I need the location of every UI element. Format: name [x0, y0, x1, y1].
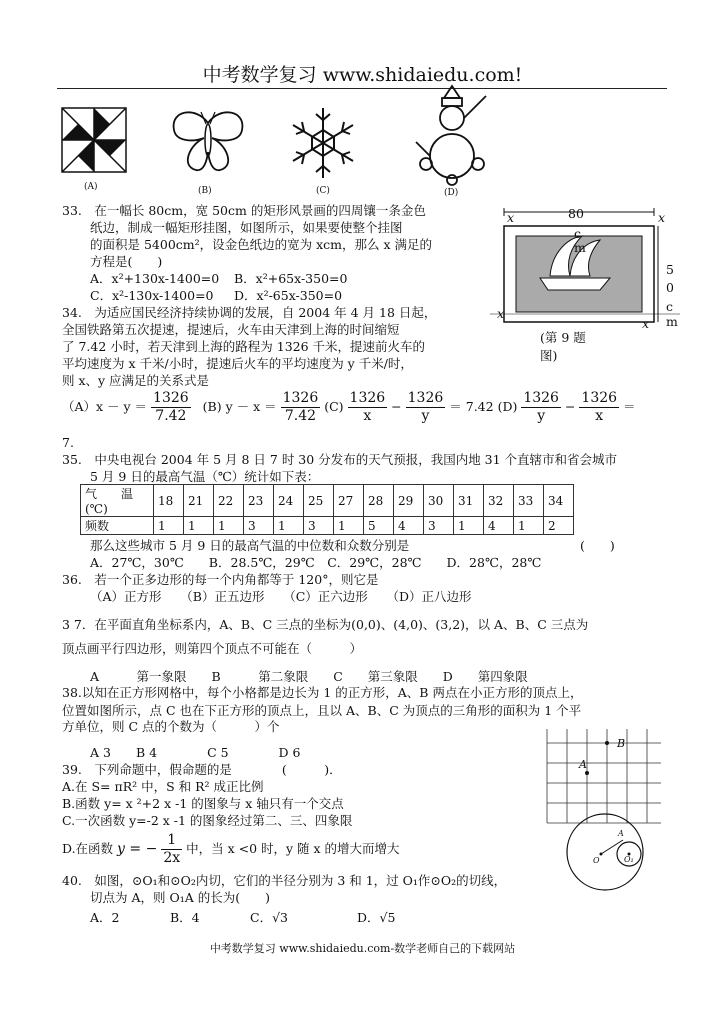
q38-line2: 位置如图所示，点 C 也在下正方形的顶点上，且以 A、B、C 为顶点的三角形的面积为 1 个平: [62, 703, 582, 718]
table-cell: 24: [274, 485, 304, 517]
table-cell: 23: [244, 485, 274, 517]
table-cell: 4: [484, 517, 514, 535]
q37-options: A 第一象限 B 第二象限 C 第三象限 D 第四象限: [90, 669, 528, 684]
pinwheel-figure: [60, 106, 130, 178]
q34-option-c-eq: ＝ 7.42: [449, 399, 494, 414]
q38-options: A 3 B 4 C 5 D 6: [90, 745, 301, 760]
table-cell: 2: [544, 517, 574, 535]
q33-line1: 33. 在一幅长 80cm，宽 50cm 的矩形风景画的四周镶一条金色: [62, 203, 426, 218]
table-cell: 1: [454, 517, 484, 535]
q34-tail: 7.: [62, 435, 74, 450]
frame-x-left: x: [507, 210, 515, 225]
butterfly-figure: [168, 108, 248, 178]
q34-line4: 平均速度为 x 千米/小时，提速后火车的平均速度为 y 千米/时，: [62, 356, 413, 371]
q34-option-d-minus: −: [564, 399, 576, 414]
table-cell: 5: [364, 517, 394, 535]
q39-option-b: B.函数 y= x ²+2 x -1 的图象与 x 轴只有一个交点: [62, 796, 344, 811]
q38-line1: 38.以知在正方形网格中，每个小格都是边长为 1 的正方形，A、B 两点在小正方形的顶点上，: [62, 685, 583, 700]
table-cell: 1: [274, 517, 304, 535]
q40-option-d: D．√5: [357, 910, 396, 925]
frame-width-unit-c: c: [666, 299, 674, 314]
page-footer: 中考数学复习 www.shidaiedu.com-数学老师自己的下载网站: [209, 942, 516, 955]
frame-width-digit1: 5: [666, 262, 674, 277]
table-header-cell: 气 温 (℃): [81, 485, 154, 517]
frame-x-bottom-left: x: [497, 306, 505, 321]
table-cell: 3: [424, 517, 454, 535]
tangent-circles-figure: [555, 812, 655, 892]
frame-width-digit2: 0: [666, 280, 674, 295]
q34-option-d-fraction-2: $\frac{1326}{x}$: [581, 390, 618, 424]
table-cell: 4: [394, 517, 424, 535]
table-row: [81, 485, 574, 517]
q34-option-c-minus: −: [391, 399, 402, 414]
table-row: [81, 517, 574, 535]
table-cell: 1: [184, 517, 214, 535]
q34-option-d-fraction-1: $\frac{1326}{y}$: [523, 390, 559, 424]
q40-option-a: A．2: [90, 910, 120, 925]
q34-option-d-eq: ＝: [623, 399, 636, 414]
q34-option-b-fraction: $\frac{1326}{7.42}$: [282, 390, 319, 424]
q35-paren: ( ): [580, 538, 615, 553]
figure-label-c: (C): [316, 186, 330, 196]
q33-line4: 方程是( ): [90, 254, 163, 269]
table-cell: 32: [484, 485, 514, 517]
table-cell: 29: [394, 485, 424, 517]
table-cell: 1: [214, 517, 244, 535]
q34-line1: 34. 为适应国民经济持续协调的发展，自 2004 年 4 月 18 日起，: [62, 305, 437, 320]
grid-point-a-label: A: [579, 758, 587, 771]
q34-option-a-fraction: $\frac{1326}{7.42}$: [153, 390, 189, 424]
table-header-cell: 频数: [81, 517, 154, 535]
table-cell: 18: [154, 485, 184, 517]
q37-line2: 顶点画平行四边形，则第四个顶点不可能在（ ）: [62, 641, 363, 656]
q34-option-b-label: (B) y － x ＝: [202, 399, 277, 414]
figure-label-d: (D): [444, 188, 459, 198]
table-cell: 22: [214, 485, 244, 517]
q39-option-c: C.一次函数 y=-2 x -1 的图象经过第二、三、四象限: [62, 813, 353, 828]
circle-point-o1-label: O₁: [624, 855, 634, 864]
table-cell: 1: [334, 517, 364, 535]
q35-question: 那么这些城市 5 月 9 日的最高气温的中位数和众数分别是: [90, 538, 410, 553]
q34-option-a-label: （A）x － y ＝: [62, 399, 148, 414]
grid-point-b-label: B: [617, 737, 626, 750]
q34-line2: 全国铁路第五次提速，提速后，火车由天津到上海的时间缩短: [62, 322, 400, 337]
q33-line3: 的面积是 5400cm²，设金色纸边的宽为 xcm，那么 x 满足的: [90, 237, 433, 252]
figure-caption-line1: (第 9 题: [540, 330, 586, 345]
figure-label-a: (A): [84, 182, 98, 192]
frame-x-bottom-right: x: [642, 316, 650, 331]
figure-caption-line2: 图): [540, 348, 558, 363]
q39-option-d: [62, 832, 400, 867]
q34-line5: 则 x、y 应满足的关系式是: [62, 373, 210, 388]
q33-option-b: B．x²+65x-350=0: [234, 271, 348, 286]
q34-option-c-fraction-1: $\frac{1326}{x}$: [349, 390, 386, 424]
page-header: 中考数学复习 www.shidaiedu.com!: [202, 64, 523, 86]
temperature-table: [80, 484, 574, 535]
snowflake-figure: [286, 106, 360, 180]
table-cell: 31: [454, 485, 484, 517]
q33-line2: 纸边，制成一幅矩形挂图，如图所示，如果要使整个挂图: [90, 220, 403, 235]
q39-option-d-prefix: D.在函数: [62, 841, 114, 856]
q40-line1: 40. 如图，⊙O₁和⊙O₂内切，它们的半径分别为 3 和 1，过 O₁作⊙O₂的切线，: [62, 873, 507, 888]
q34-option-c-label: (C): [324, 399, 344, 414]
q39-option-a: A.在 S= πR² 中，S 和 R² 成正比例: [62, 779, 264, 794]
q34-option-d-label: (D): [497, 399, 518, 414]
q40-option-c: C．√3: [250, 910, 288, 925]
circle-point-a-label: A: [618, 829, 624, 838]
frame-width-unit-m: m: [666, 314, 678, 329]
q34-line3: 了 7.42 小时，若天津到上海的路程为 1326 千米，提速前火车的: [62, 339, 426, 354]
q38-line3: 方单位，则 C 点的个数为（ ）个: [62, 719, 280, 734]
table-cell: 33: [514, 485, 544, 517]
q35-line1: 35. 中央电视台 2004 年 5 月 8 日 7 时 30 分发布的天气预报，我国内地 31 个直辖市和省会城市: [62, 452, 618, 467]
circle-point-o-label: O: [593, 856, 600, 865]
frame-x-right: x: [658, 210, 666, 225]
table-cell: 30: [424, 485, 454, 517]
q33-option-d: D．x²-65x-350=0: [234, 288, 343, 303]
figure-label-b: (B): [198, 186, 212, 196]
q34-options-row: [62, 390, 636, 425]
picture-frame-figure: [490, 202, 680, 332]
q33-option-a: A．x²+130x-1400=0: [90, 271, 220, 286]
header-rule: [57, 88, 667, 89]
q39-option-d-suffix: 中，当 x <0 时，y 随 x 的增大而增大: [186, 841, 400, 856]
q40-line2: 切点为 A，则 O₁A 的长为( ): [90, 890, 270, 905]
q37-line1: 3 7．在平面直角坐标系内，A、B、C 三点的坐标为(0,0)、(4,0)、(3,2)，以 A、B、C 三点为: [62, 617, 589, 632]
q36-options: （A）正方形 （B）正五边形 （C）正六边形 （D）正八边形: [90, 589, 472, 604]
frame-unit-m: m: [574, 240, 586, 255]
q34-option-c-fraction-2: $\frac{1326}{y}$: [407, 390, 444, 424]
q36-line1: 36. 若一个正多边形的每一个内角都等于 120°，则它是: [62, 572, 379, 587]
table-cell: 21: [184, 485, 214, 517]
frame-unit-c: c: [574, 226, 582, 241]
q35-options: A．27℃，30℃ B．28.5℃，29℃ C．29℃，28℃ D．28℃，28℃: [90, 555, 542, 570]
table-cell: 27: [334, 485, 364, 517]
q39-line1: 39. 下列命题中，假命题的是 ( )．: [62, 762, 342, 777]
q39-option-d-fraction: $\frac{1}{2x}$: [163, 832, 181, 866]
q33-option-c: C．x²-130x-1400=0: [90, 288, 214, 303]
table-cell: 3: [304, 517, 334, 535]
table-cell: 25: [304, 485, 334, 517]
snowman-figure: [412, 84, 492, 188]
table-cell: 34: [544, 485, 574, 517]
table-cell: 1: [154, 517, 184, 535]
frame-length-label: 80: [568, 206, 584, 221]
q35-line2: 5 月 9 日的最高气温（℃）统计如下表：: [90, 469, 320, 484]
table-cell: 28: [364, 485, 394, 517]
table-cell: 3: [244, 517, 274, 535]
q39-option-d-lhs: y = −: [117, 841, 158, 857]
q40-option-b: B．4: [170, 910, 200, 925]
table-cell: 1: [514, 517, 544, 535]
